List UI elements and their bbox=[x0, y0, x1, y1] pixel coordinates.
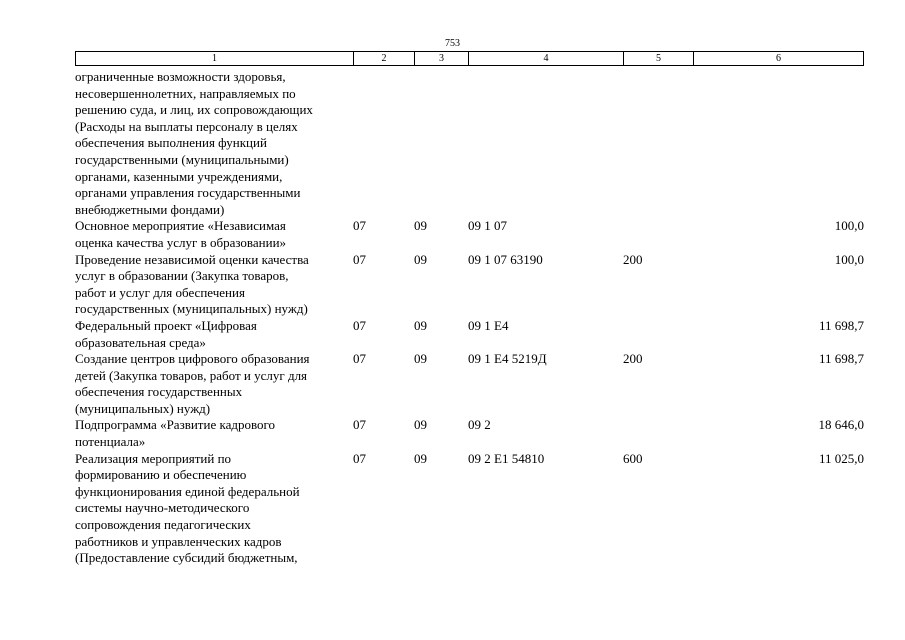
row-description bbox=[75, 451, 353, 567]
row-description bbox=[75, 218, 353, 251]
description-line: оценка качества услуг в образовании» bbox=[75, 234, 287, 250]
description-line: Проведение независимой оценки качества bbox=[75, 251, 309, 267]
column-header-3: 3 bbox=[415, 52, 469, 66]
section-code: 07 bbox=[353, 450, 366, 466]
section-code: 07 bbox=[353, 417, 366, 433]
target-article-code: 09 1 07 bbox=[468, 218, 507, 234]
table-row bbox=[75, 451, 864, 567]
description-line: (Предоставление субсидий бюджетным, bbox=[75, 550, 298, 566]
description-line: сопровождения педагогических bbox=[75, 517, 251, 533]
description-line: (муниципальных) нужд) bbox=[75, 400, 211, 416]
page-number: 753 bbox=[445, 38, 460, 49]
row-description bbox=[75, 318, 353, 351]
target-article-code: 09 1 E4 5219Д bbox=[468, 351, 547, 367]
description-line: Основное мероприятие «Независимая bbox=[75, 218, 286, 234]
column-header-2: 2 bbox=[354, 52, 415, 66]
row-description bbox=[75, 252, 353, 318]
description-line: Реализация мероприятий по bbox=[75, 450, 232, 466]
description-line: государственных (муниципальных) нужд) bbox=[75, 301, 308, 317]
description-line: (Расходы на выплаты персоналу в целях bbox=[75, 118, 298, 134]
description-line: Создание центров цифрового образования bbox=[75, 351, 310, 367]
subsection-code: 09 bbox=[414, 417, 427, 433]
subsection-code: 09 bbox=[414, 251, 427, 267]
column-header-4: 4 bbox=[469, 52, 624, 66]
description-line: Подпрограмма «Развитие кадрового bbox=[75, 417, 276, 433]
subsection-code: 09 bbox=[414, 450, 427, 466]
column-header-6: 6 bbox=[694, 52, 864, 66]
description-line: органами управления государственными bbox=[75, 185, 301, 201]
description-line: решению суда, и лиц, их сопровождающих bbox=[75, 102, 313, 118]
description-line: работников и управленческих кадров bbox=[75, 533, 282, 549]
table-row bbox=[75, 218, 864, 251]
table-row bbox=[75, 69, 864, 218]
row-description bbox=[75, 417, 353, 450]
description-line: ограниченные возможности здоровья, bbox=[75, 69, 286, 84]
amount: 11 025,0 bbox=[818, 450, 864, 466]
section-code: 07 bbox=[353, 351, 366, 367]
description-line: государственными (муниципальными) bbox=[75, 151, 289, 167]
description-line: работ и услуг для обеспечения bbox=[75, 284, 245, 300]
target-article-code: 09 1 E4 bbox=[468, 317, 509, 333]
description-line: системы научно-методического bbox=[75, 500, 250, 516]
description-line: формированию и обеспечению bbox=[75, 467, 247, 483]
description-line: образовательная среда» bbox=[75, 334, 206, 350]
section-code: 07 bbox=[353, 317, 366, 333]
description-line: потенциала» bbox=[75, 434, 146, 450]
table-row bbox=[75, 417, 864, 450]
target-article-code: 09 2 bbox=[468, 417, 491, 433]
amount: 18 646,0 bbox=[818, 417, 864, 433]
target-article-code: 09 1 07 63190 bbox=[468, 251, 543, 267]
row-description bbox=[75, 351, 353, 417]
expense-type-code: 600 bbox=[623, 450, 643, 466]
description-line: органами, казенными учреждениями, bbox=[75, 168, 283, 184]
amount: 11 698,7 bbox=[818, 317, 864, 333]
section-code: 07 bbox=[353, 218, 366, 234]
subsection-code: 09 bbox=[414, 218, 427, 234]
target-article-code: 09 2 E1 54810 bbox=[468, 450, 545, 466]
row-description bbox=[75, 69, 353, 218]
budget-table-body bbox=[75, 69, 864, 567]
table-row bbox=[75, 351, 864, 417]
description-line: обеспечения выполнения функций bbox=[75, 135, 267, 151]
column-header-row bbox=[76, 52, 864, 66]
table-row bbox=[75, 252, 864, 318]
column-header-table bbox=[75, 51, 864, 66]
description-line: Федеральный проект «Цифровая bbox=[75, 317, 257, 333]
expense-type-code: 200 bbox=[623, 251, 643, 267]
column-header-5: 5 bbox=[624, 52, 694, 66]
amount: 11 698,7 bbox=[818, 351, 864, 367]
amount: 100,0 bbox=[834, 218, 864, 234]
description-line: детей (Закупка товаров, работ и услуг для bbox=[75, 367, 308, 383]
description-line: несовершеннолетних, направляемых по bbox=[75, 85, 296, 101]
description-line: услуг в образовании (Закупка товаров, bbox=[75, 268, 289, 284]
section-code: 07 bbox=[353, 251, 366, 267]
subsection-code: 09 bbox=[414, 351, 427, 367]
table-row bbox=[75, 318, 864, 351]
description-line: внебюджетными фондами) bbox=[75, 201, 225, 217]
amount: 100,0 bbox=[834, 251, 864, 267]
expense-type-code: 200 bbox=[623, 351, 643, 367]
description-line: функционирования единой федеральной bbox=[75, 483, 300, 499]
column-header-1: 1 bbox=[76, 52, 354, 66]
subsection-code: 09 bbox=[414, 317, 427, 333]
description-line: обеспечения государственных bbox=[75, 384, 243, 400]
